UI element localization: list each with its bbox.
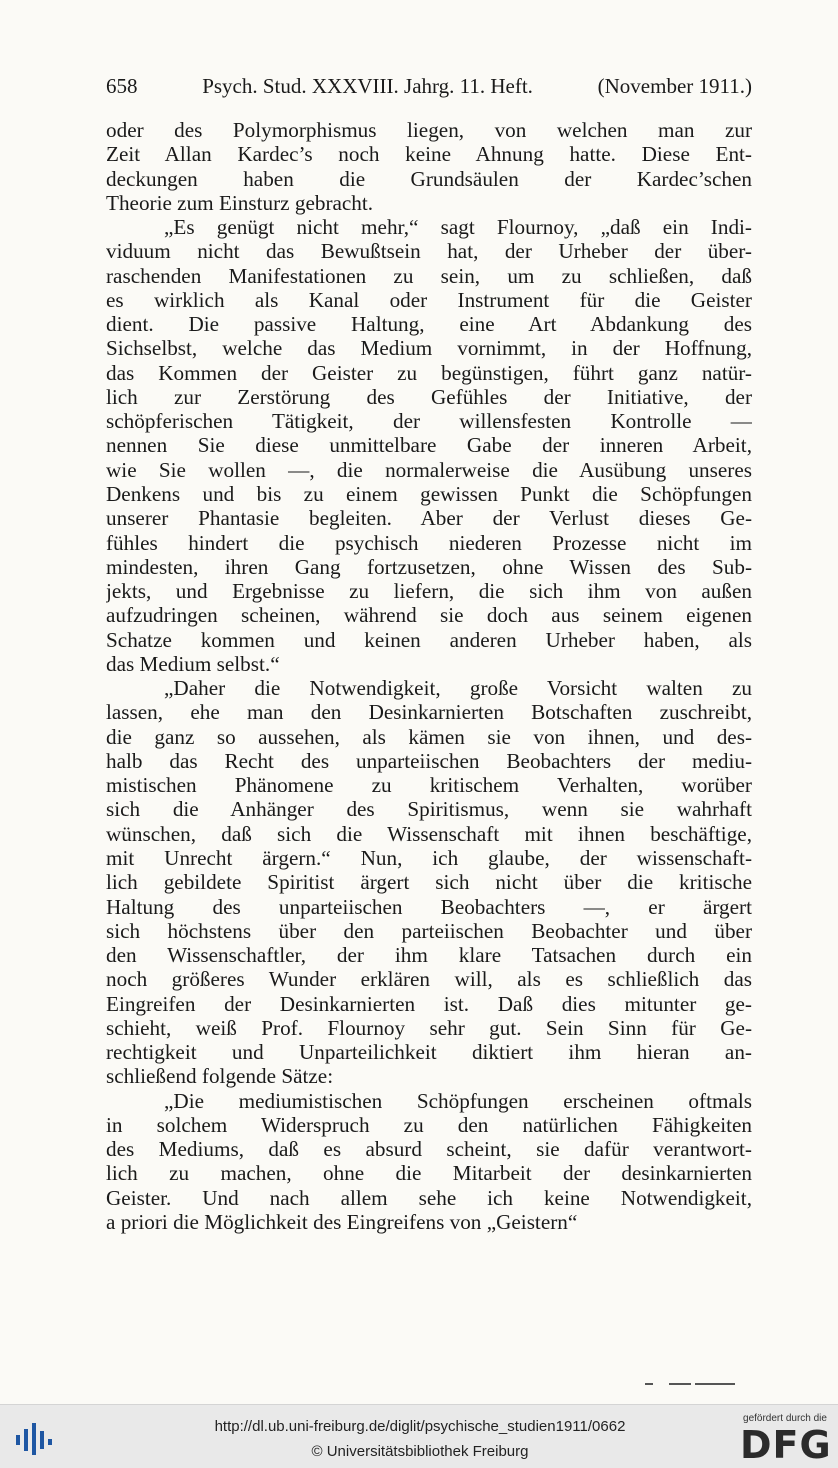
text-line: wünschen, daß sich die Wissenschaft mit ihnen beschäftige, [106,821,752,846]
text-line: Eingreifen der Desinkarnierten ist. Daß dies mitunter ge- [106,991,752,1016]
text-line: rechtigkeit und Unparteilichkeit diktiert ihm hieran an- [106,1040,752,1065]
text-line: Haltung des unparteiischen Beobachters —, er ärgert [106,894,752,919]
text-line: jekts, und Ergebnisse zu liefern, die sich ihm von außen [106,579,752,604]
text-line: nennen Sie diese unmittelbare Gabe der inneren Arbeit, [106,433,752,458]
text-line: den Wissenschaftler, der ihm klare Tatsachen durch ein [106,943,752,968]
text-line: oder des Polymorphismus liegen, von welchen man zur [106,118,752,142]
text-line: sich die Anhänger des Spiritismus, wenn sie wahrhaft [106,797,752,822]
text-line: Denkens und bis zu einem gewissen Punkt die Schöpfungen [106,481,752,506]
text-line: a priori die Möglichkeit des Eingreifens von „Geistern“ [106,1209,578,1234]
copyright-notice: © Universitätsbibliothek Freiburg [311,1443,529,1460]
text-line: raschenden Manifestationen zu sein, um zu schließen, daß [106,263,752,288]
viewer-footer-bar [0,1404,838,1468]
journal-title: Psych. Stud. XXXVIII. Jahrg. 11. Heft. [202,74,533,98]
text-line: mit Unrecht ärgern.“ Nun, ich glaube, der wissenschaft- [106,845,752,870]
text-line: mistischen Phänomene zu kritischem Verhalten, worüber [106,773,752,798]
text-line: „Daher die Notwendigkeit, große Vorsicht walten zu [164,676,752,701]
text-line: halb das Recht des unparteiischen Beobachters der mediu- [106,748,752,773]
text-line: Sichselbst, welche das Medium vornimmt, in der Hoffnung, [106,336,752,361]
text-line: mindesten, ihren Gang fortzusetzen, ohne Wissen des Sub- [106,554,752,579]
text-line: das Kommen der Geister zu begünstigen, führt ganz natür- [106,360,752,385]
text-line: viduum nicht das Bewußtsein hat, der Urheber der über- [106,239,752,264]
text-line: lich zu machen, ohne die Mitarbeit der desinkarnierten [106,1161,752,1186]
text-line: noch größeres Wunder erklären will, als es schließlich das [106,967,752,992]
text-line: Theorie zum Einsturz gebracht. [106,190,374,215]
text-line: sich höchstens über den parteiischen Beobachter und über [106,918,752,943]
text-line: es wirklich als Kanal oder Instrument für die Geister [106,287,752,312]
text-line: Zeit Allan Kardec’s noch keine Ahnung hatte. Diese Ent- [106,142,752,167]
text-line: Geister. Und nach allem sehe ich keine Notwendigkeit, [106,1185,752,1210]
body-text [106,118,752,1234]
text-line: schöpferischen Tätigkeit, der willensfesten Kontrolle — [106,409,752,434]
text-line: fühles hindert die psychisch niederen Prozesse nicht im [106,530,752,555]
dfg-logo: DFG [740,1423,832,1467]
text-line: in solchem Widerspruch zu den natürlichen Fähigkeiten [106,1112,752,1137]
text-line: wie Sie wollen —, die normalerweise die Ausübung unseres [106,457,752,482]
text-line: unserer Phantasie begleiten. Aber der Verlust dieses Ge- [106,506,752,531]
text-line: „Es genügt nicht mehr,“ sagt Flournoy, „daß ein Indi- [164,215,752,240]
text-line: deckungen haben die Grundsäulen der Kardec’schen [106,166,752,191]
running-header [106,74,752,99]
text-line: aufzudringen scheinen, während sie doch aus seinem eigenen [106,603,752,628]
text-line: lassen, ehe man den Desinkarnierten Botschaften zuschreibt, [106,700,752,725]
text-line: Schatze kommen und keinen anderen Urheber haben, als [106,627,752,652]
text-line: schließend folgende Sätze: [106,1064,334,1089]
text-line: das Medium selbst.“ [106,651,280,676]
text-line: „Die mediumistischen Schöpfungen erscheinen oftmals [164,1088,752,1113]
page-footer-rule [641,1383,741,1386]
funding-note: gefördert durch die [743,1413,827,1424]
page-number: 658 [106,74,138,98]
text-line: schieht, weiß Prof. Flournoy sehr gut. Sein Sinn für Ge- [106,1015,752,1040]
university-library-logo-icon [14,1417,54,1457]
text-line: lich gebildete Spiritist ärgert sich nicht über die kritische [106,870,752,895]
text-line: lich zur Zerstörung des Gefühles der Initiative, der [106,384,752,409]
issue-date: (November 1911.) [597,74,752,98]
text-line: dient. Die passive Haltung, eine Art Abdankung des [106,312,752,337]
text-line: die ganz so aussehen, als kämen sie von ihnen, und des- [106,724,752,749]
source-url-link[interactable]: http://dl.ub.uni-freiburg.de/diglit/psychische_studien1911/0662 [214,1418,626,1435]
text-line: des Mediums, daß es absurd scheint, sie dafür verantwort- [106,1137,752,1162]
